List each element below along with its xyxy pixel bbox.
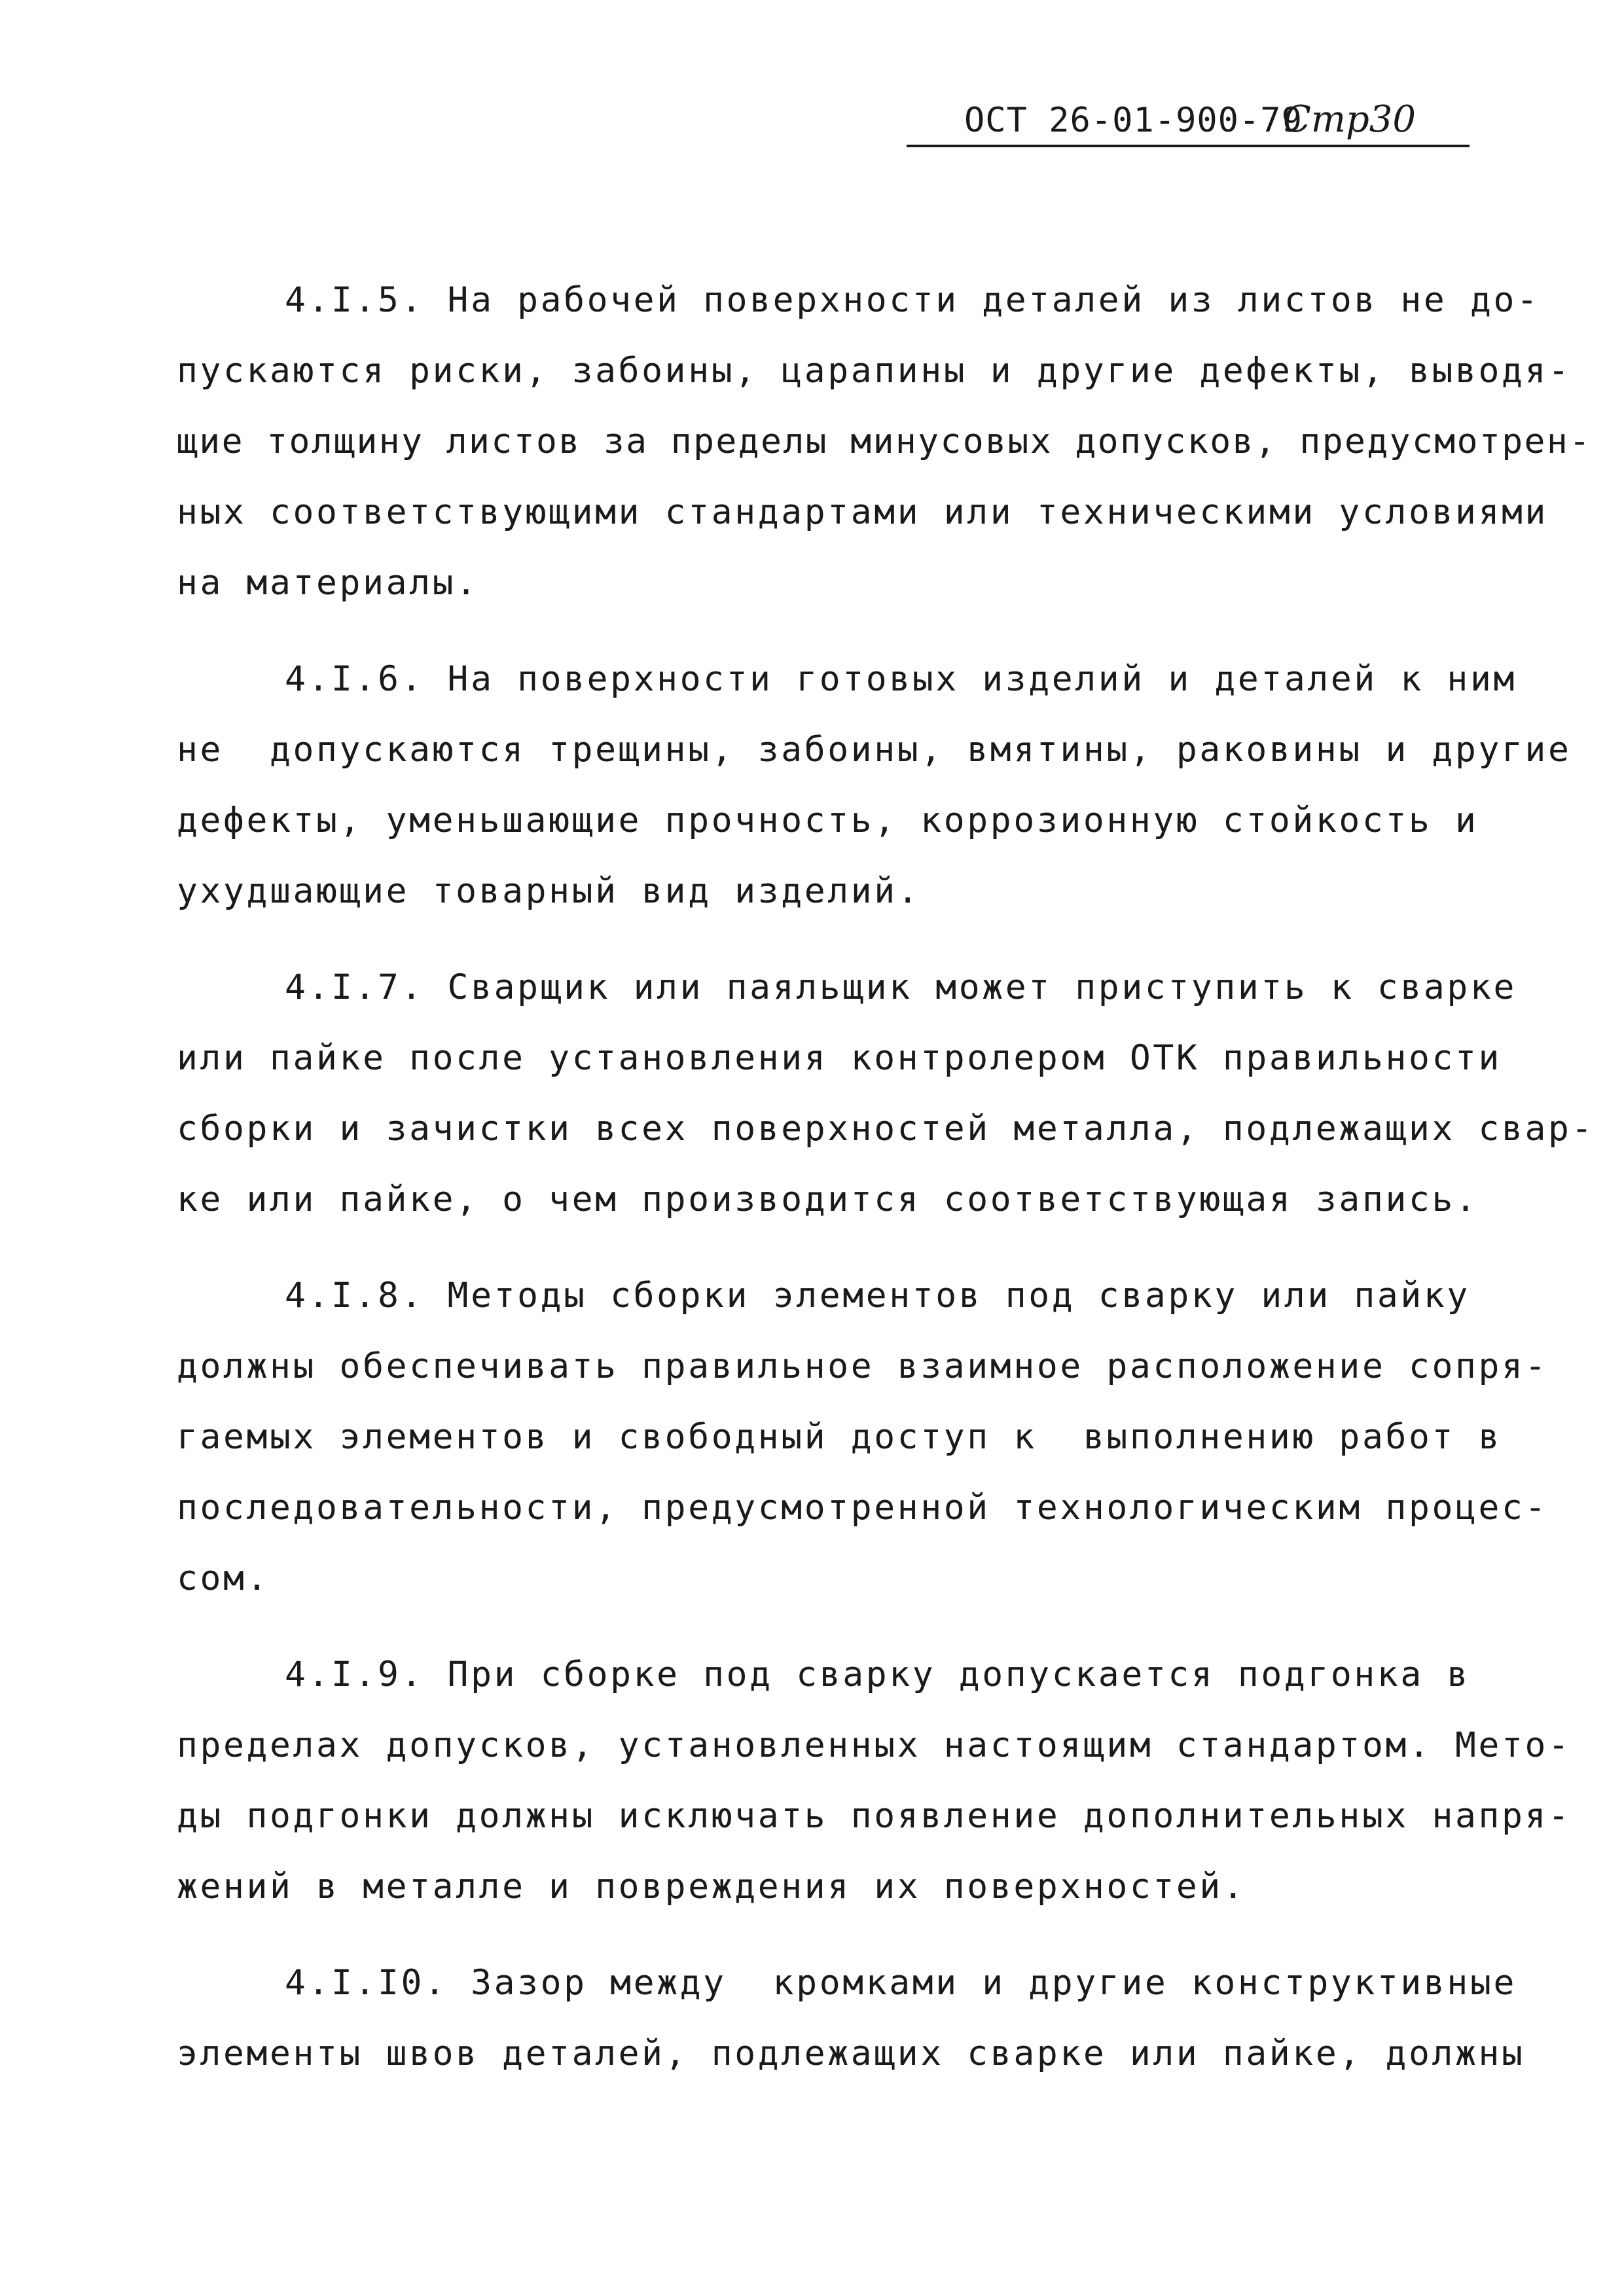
paragraph-line: ных соответствующими стандартами или техническими условиями bbox=[177, 492, 1549, 532]
paragraph-line: сборки и зачистки всех поверхностей металла, подлежащих свар- bbox=[177, 1109, 1595, 1149]
paragraph-line: ке или пайке, о чем производится соответствующая запись. bbox=[177, 1179, 1479, 1219]
paragraph-line: 4.I.6. На поверхности готовых изделий и деталей к ним bbox=[285, 659, 1517, 699]
paragraph-line: 4.I.9. При сборке под сварку допускается подгонка в bbox=[285, 1655, 1470, 1695]
paragraph-line: щие толщину листов за пределы минусовых допусков, предусмотрен- bbox=[177, 422, 1592, 461]
paragraph-line: элементы швов деталей, подлежащих сварке или пайке, должны bbox=[177, 2034, 1525, 2073]
paragraph-line: ды подгонки должны исключать появление дополнительных напря- bbox=[177, 1796, 1572, 1836]
paragraph-4-1-9 bbox=[177, 1640, 1572, 1922]
paragraph-line: 4.I.5. На рабочей поверхности деталей из листов не до- bbox=[285, 280, 1540, 320]
paragraph-4-1-5 bbox=[177, 265, 1592, 619]
standard-code: ОСТ 26-01-900-79 bbox=[964, 101, 1303, 140]
paragraph-4-1-7 bbox=[177, 952, 1595, 1235]
paragraph-line: жений в металле и повреждения их поверхностей. bbox=[177, 1867, 1246, 1907]
paragraph-line: 4.I.I0. Зазор между кромками и другие конструктивные bbox=[285, 1963, 1517, 2003]
paragraph-line: сом. bbox=[177, 1558, 270, 1598]
paragraph-line: должны обеспечивать правильное взаимное расположение сопря- bbox=[177, 1346, 1549, 1386]
paragraph-line: ухудшающие товарный вид изделий. bbox=[177, 871, 921, 911]
paragraph-line: на материалы. bbox=[177, 563, 479, 603]
paragraph-line: не допускаются трещины, забоины, вмятины, раковины и другие bbox=[177, 730, 1572, 770]
paragraph-line: 4.I.7. Сварщик или паяльщик может приступить к сварке bbox=[285, 967, 1517, 1007]
document-header bbox=[907, 98, 1470, 147]
paragraph-line: пределах допусков, установленных настоящим стандартом. Мето- bbox=[177, 1725, 1572, 1765]
paragraph-line: последовательности, предусмотренной технологическим процес- bbox=[177, 1488, 1549, 1528]
paragraph-line: или пайке после установления контролером ОТК правильности bbox=[177, 1038, 1502, 1078]
paragraph-line: пускаются риски, забоины, царапины и другие дефекты, выводя- bbox=[177, 351, 1572, 391]
paragraph-4-1-10 bbox=[177, 1948, 1558, 2089]
paragraph-line: гаемых элементов и свободный доступ к выполнению работ в bbox=[177, 1417, 1502, 1457]
paragraph-4-1-8 bbox=[177, 1261, 1558, 1614]
paragraph-line: 4.I.8. Методы сборки элементов под сварку или пайку bbox=[285, 1276, 1470, 1316]
paragraph-4-1-6 bbox=[177, 644, 1572, 927]
document-body bbox=[177, 265, 1595, 2115]
page-number: Стр30 bbox=[1283, 98, 1416, 141]
paragraph-line: дефекты, уменьшающие прочность, коррозионную стойкость и bbox=[177, 800, 1479, 840]
